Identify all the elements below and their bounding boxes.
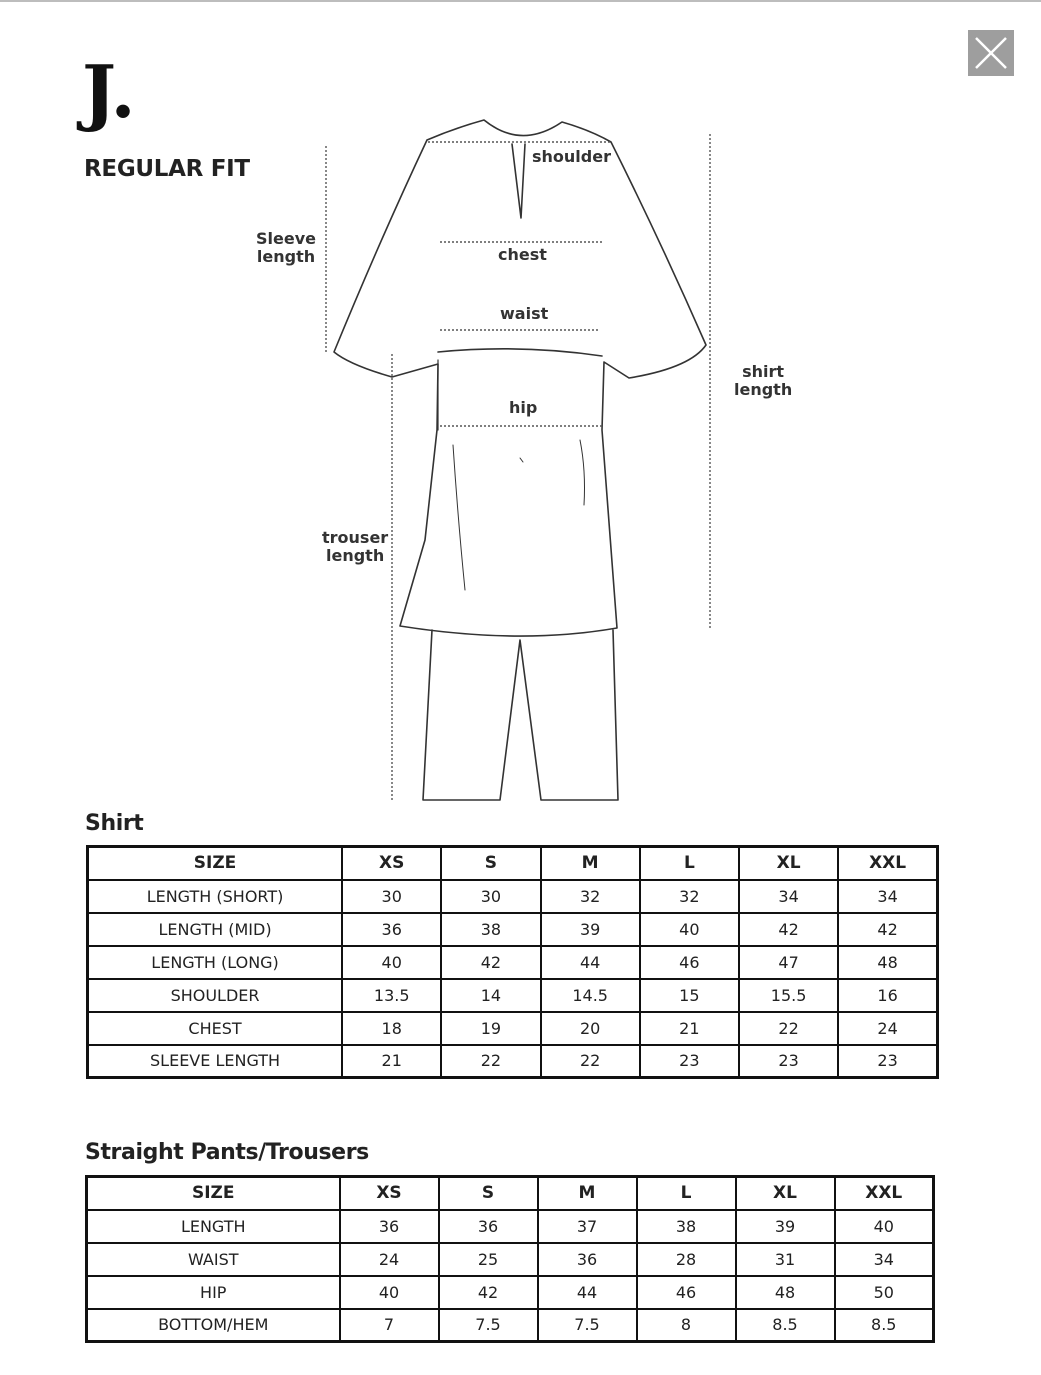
row-label: LENGTH [87, 1210, 340, 1243]
table-cell: 25 [439, 1243, 538, 1276]
table-row [88, 946, 938, 979]
row-label: SLEEVE LENGTH [88, 1045, 343, 1078]
row-label: LENGTH (LONG) [88, 946, 343, 979]
table-cell: 31 [736, 1243, 835, 1276]
label-trouser-length [322, 529, 388, 565]
table-cell: 40 [340, 1276, 439, 1309]
table-cell: 15.5 [739, 979, 838, 1012]
table-cell: 39 [736, 1210, 835, 1243]
label-shirt-length [734, 363, 792, 399]
table-cell: 38 [441, 913, 540, 946]
table-cell: 7.5 [538, 1309, 637, 1342]
table-cell: 36 [342, 913, 441, 946]
table-cell: 24 [340, 1243, 439, 1276]
table-cell: 34 [838, 880, 937, 913]
table-cell: 32 [541, 880, 640, 913]
label-shirt-line2: length [734, 380, 793, 399]
row-label: LENGTH (MID) [88, 913, 343, 946]
label-hip: hip [509, 398, 538, 417]
table-cell: 16 [838, 979, 937, 1012]
table-cell: 42 [739, 913, 838, 946]
table-cell: 8.5 [736, 1309, 835, 1342]
shirt-outline [334, 120, 706, 636]
table-cell: 30 [441, 880, 540, 913]
table-cell: 40 [640, 913, 739, 946]
table-cell: 34 [739, 880, 838, 913]
row-label: SHOULDER [88, 979, 343, 1012]
table-cell: 8 [637, 1309, 736, 1342]
table-row [87, 1243, 934, 1276]
label-trouser-line1: trouser [322, 528, 389, 547]
size-col-header: S [439, 1177, 538, 1210]
table-cell: 13.5 [342, 979, 441, 1012]
table-cell: 18 [342, 1012, 441, 1045]
table-cell: 34 [835, 1243, 934, 1276]
row-label: BOTTOM/HEM [87, 1309, 340, 1342]
table-row [87, 1210, 934, 1243]
table-cell: 40 [342, 946, 441, 979]
size-header: SIZE [87, 1177, 340, 1210]
size-col-header: S [441, 847, 540, 880]
table-cell: 42 [439, 1276, 538, 1309]
shirt-size-table [86, 845, 939, 1079]
table-cell: 37 [538, 1210, 637, 1243]
table-cell: 36 [538, 1243, 637, 1276]
size-col-header: XS [340, 1177, 439, 1210]
row-label: LENGTH (SHORT) [88, 880, 343, 913]
table-cell: 39 [541, 913, 640, 946]
size-col-header: XL [736, 1177, 835, 1210]
table-cell: 7 [340, 1309, 439, 1342]
table-cell: 32 [640, 880, 739, 913]
trouser-outline [423, 630, 618, 800]
table-cell: 47 [739, 946, 838, 979]
table-cell: 20 [541, 1012, 640, 1045]
table-cell: 42 [441, 946, 540, 979]
size-col-header: L [640, 847, 739, 880]
shirt-table-title: Shirt [85, 811, 144, 836]
table-header-row [88, 847, 938, 880]
table-cell: 21 [640, 1012, 739, 1045]
table-cell: 21 [342, 1045, 441, 1078]
label-waist: waist [500, 304, 549, 323]
table-cell: 30 [342, 880, 441, 913]
table-cell: 42 [838, 913, 937, 946]
table-row [88, 880, 938, 913]
pants-table-title: Straight Pants/Trousers [85, 1140, 369, 1165]
table-cell: 23 [640, 1045, 739, 1078]
label-sleeve-line2: length [256, 247, 316, 266]
table-row [87, 1276, 934, 1309]
table-cell: 22 [441, 1045, 540, 1078]
label-sleeve-length [256, 230, 316, 266]
label-shoulder: shoulder [532, 147, 611, 166]
table-cell: 44 [538, 1276, 637, 1309]
table-cell: 22 [739, 1012, 838, 1045]
table-cell: 46 [640, 946, 739, 979]
table-cell: 14 [441, 979, 540, 1012]
table-row [88, 1012, 938, 1045]
size-col-header: XXL [835, 1177, 934, 1210]
table-row [88, 913, 938, 946]
label-shirt-line1: shirt [742, 362, 785, 381]
table-header-row [87, 1177, 934, 1210]
pants-size-table [85, 1175, 935, 1343]
table-cell: 28 [637, 1243, 736, 1276]
table-cell: 23 [739, 1045, 838, 1078]
size-header: SIZE [88, 847, 343, 880]
row-label: WAIST [87, 1243, 340, 1276]
table-cell: 15 [640, 979, 739, 1012]
label-sleeve-line1: Sleeve [256, 229, 316, 248]
fit-title: REGULAR FIT [84, 156, 250, 182]
table-cell: 38 [637, 1210, 736, 1243]
table-cell: 22 [541, 1045, 640, 1078]
size-col-header: L [637, 1177, 736, 1210]
size-col-header: M [541, 847, 640, 880]
table-row [88, 979, 938, 1012]
table-cell: 36 [340, 1210, 439, 1243]
table-cell: 14.5 [541, 979, 640, 1012]
table-cell: 48 [838, 946, 937, 979]
table-cell: 44 [541, 946, 640, 979]
table-cell: 36 [439, 1210, 538, 1243]
size-col-header: M [538, 1177, 637, 1210]
brand-logo: J. [82, 49, 136, 134]
row-label: HIP [87, 1276, 340, 1309]
table-cell: 7.5 [439, 1309, 538, 1342]
table-cell: 23 [838, 1045, 937, 1078]
label-trouser-line2: length [325, 546, 385, 565]
table-cell: 8.5 [835, 1309, 934, 1342]
row-label: CHEST [88, 1012, 343, 1045]
label-chest: chest [498, 245, 547, 264]
table-cell: 46 [637, 1276, 736, 1309]
table-cell: 48 [736, 1276, 835, 1309]
size-col-header: XL [739, 847, 838, 880]
table-cell: 19 [441, 1012, 540, 1045]
table-cell: 40 [835, 1210, 934, 1243]
table-cell: 50 [835, 1276, 934, 1309]
table-row [87, 1309, 934, 1342]
size-col-header: XS [342, 847, 441, 880]
table-row [88, 1045, 938, 1078]
table-cell: 24 [838, 1012, 937, 1045]
size-col-header: XXL [838, 847, 937, 880]
